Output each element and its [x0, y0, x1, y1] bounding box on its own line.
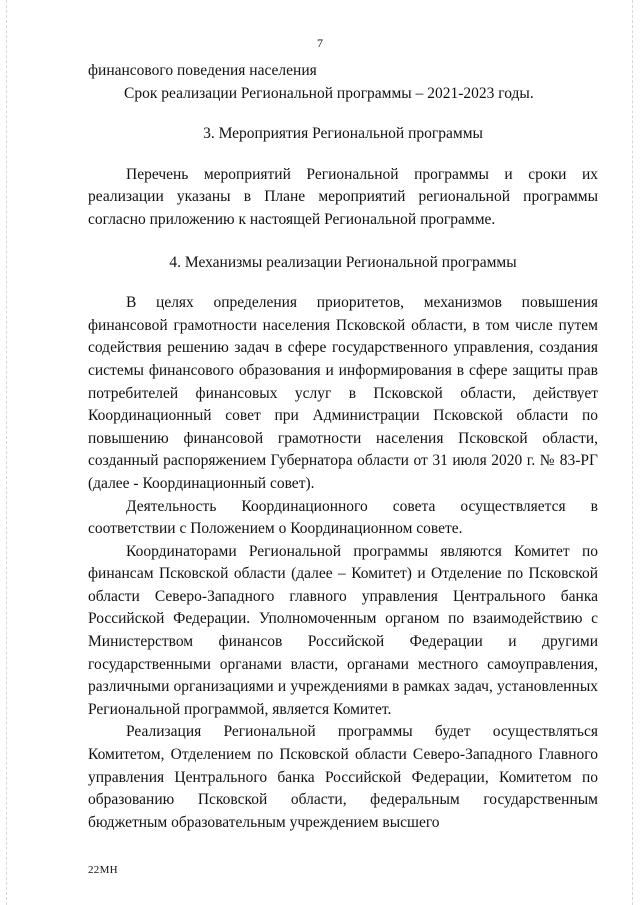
page-number: 7 [317, 36, 323, 50]
section-4-paragraph-1: В целях определения приоритетов, механизмов повышения финансовой грамотности населения Псковской области, в том числе путем содействия решению задач в сфере государственного управления, создания системы финансового образования и информирования в сфере защиты прав потребителей финансовых услуг в Псковской области, действует Координационный совет при Администрации Псковской области по повышению финансовой грамотности населения Псковской области, созданный распоряжением Губернатора области от 31 июля 2020 г. № 83-РГ (далее - Координационный совет). [88, 294, 598, 492]
continuation-line: финансового поведения населения [88, 62, 317, 79]
document-code: 22МН [88, 864, 118, 876]
scan-edge-left [6, 0, 8, 905]
section-4-heading: 4. Механизмы реализации Региональной программы [169, 253, 517, 271]
section-4-paragraph-3: Координаторами Региональной программы являются Комитет по финансам Псковской области (далее – Комитет) и Отделение по Псковской области Северо-Западного главного управления Центрального банка Российской Федерации. Уполномоченным органом по взаимодействию с Министерством финансов Российской Федерации и другими государственными органами власти, органами местного самоуправления, различными организациями и учреждениями в рамках задач, установленных Региональной программой, является Комитет. [88, 542, 598, 718]
section-3-heading: 3. Мероприятия Региональной программы [203, 125, 483, 143]
program-term: Срок реализации Региональной программы – 2021-2023 годы. [124, 84, 534, 102]
section-4-paragraph-4: Реализация Региональной программы будет осуществляться Комитетом, Отделением по Псковской области Северо-Западного Главного управления Центрального банка Российской Федерации, Комитетом по образованию Псковской области, федеральным государственным бюджетным образовательным учреждением высшего [88, 723, 598, 831]
document-body [88, 60, 598, 834]
scan-edge-right [632, 0, 634, 905]
section-4-paragraph-2: Деятельность Координационного совета осуществляется в соответствии с Положением о Координационном совете. [88, 497, 598, 538]
section-3-paragraph: Перечень мероприятий Региональной программы и сроки их реализации указаны в Плане мероприятий региональной программы согласно приложению к настоящей Региональной программе. [88, 165, 598, 228]
